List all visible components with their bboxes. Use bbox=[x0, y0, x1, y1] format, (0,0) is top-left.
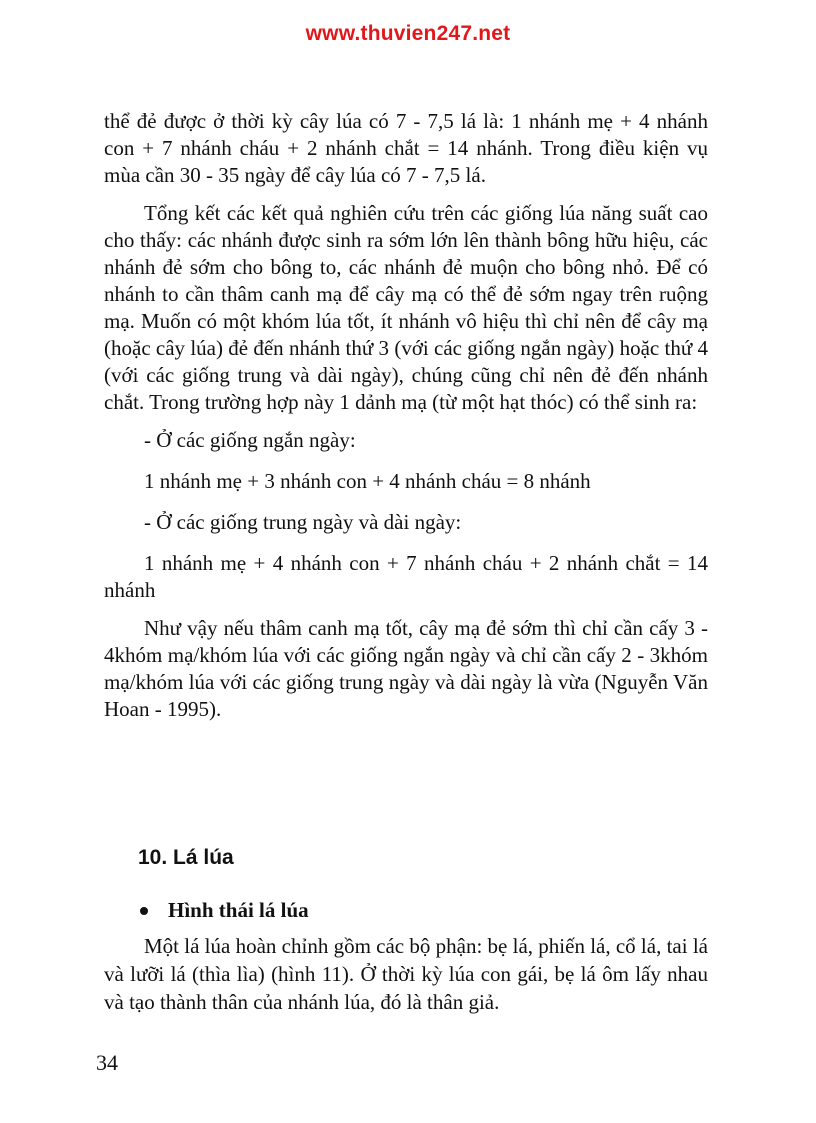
watermark-url: www.thuvien247.net bbox=[305, 22, 511, 45]
list-item-short-varieties: - Ở các giống ngắn ngày: bbox=[144, 428, 356, 452]
list-item-medium-long-varieties: - Ở các giống trung ngày và dài ngày: bbox=[144, 510, 462, 534]
paragraph-leaf-description: Một lá lúa hoàn chỉnh gồm các bộ phận: bẹ lá, phiến lá, cổ lá, tai lá và lưỡi lá (thìa lìa) (hình 11). Ở thời kỳ lúa con gái, bẹ lá ôm lấy nhau và tạo thành thân của nhánh lúa, đó là thân giả. bbox=[104, 934, 708, 1014]
bullet-heading-label: Hình thái lá lúa bbox=[168, 898, 309, 922]
bullet-icon bbox=[140, 907, 148, 915]
body-text bbox=[104, 108, 708, 734]
section-heading: 10. Lá lúa bbox=[138, 846, 234, 869]
paragraph-summary: Tổng kết các kết quả nghiên cứu trên các giống lúa năng suất cao cho thấy: các nhánh được sinh ra sớm lớn lên thành bông hữu hiệu, các nhánh đẻ sớm cho bông to, các nhánh đẻ muộn cho bông nhỏ. Để có nhánh to cần thâm canh mạ để cây mạ có thể đẻ sớm ngay trên ruộng mạ. Muốn có một khóm lúa tốt, ít nhánh vô hiệu thì chỉ nên để cây mạ (hoặc cây lúa) đẻ đến nhánh thứ 3 (với các giống ngắn ngày) hoặc thứ 4 (với các giống trung và dài ngày), chúng cũng chỉ nên đẻ đến nhánh chắt. Trong trường hợp này 1 dảnh mạ (từ một hạt thóc) có thể sinh ra: bbox=[104, 201, 708, 414]
page-number: 34 bbox=[96, 1050, 118, 1075]
formula-short-varieties: 1 nhánh mẹ + 3 nhánh con + 4 nhánh cháu = 8 nhánh bbox=[144, 469, 591, 493]
paragraph-continuation: thể đẻ được ở thời kỳ cây lúa có 7 - 7,5 lá là: 1 nhánh mẹ + 4 nhánh con + 7 nhánh cháu + 2 nhánh chắt = 14 nhánh. Trong điều kiện vụ mùa cần 30 - 35 ngày để cây lúa có 7 - 7,5 lá. bbox=[104, 109, 708, 187]
formula-medium-long-varieties: 1 nhánh mẹ + 4 nhánh con + 7 nhánh cháu + 2 nhánh chắt = 14 nhánh bbox=[104, 551, 708, 602]
paragraph-conclusion: Như vậy nếu thâm canh mạ tốt, cây mạ đẻ sớm thì chỉ cần cấy 3 - 4khóm mạ/khóm lúa với các giống ngắn ngày và chỉ cần cấy 2 - 3khóm mạ/khóm lúa với các giống trung ngày và dài ngày là vừa (Nguyễn Văn Hoan - 1995). bbox=[104, 616, 708, 721]
bullet-heading bbox=[140, 898, 309, 923]
